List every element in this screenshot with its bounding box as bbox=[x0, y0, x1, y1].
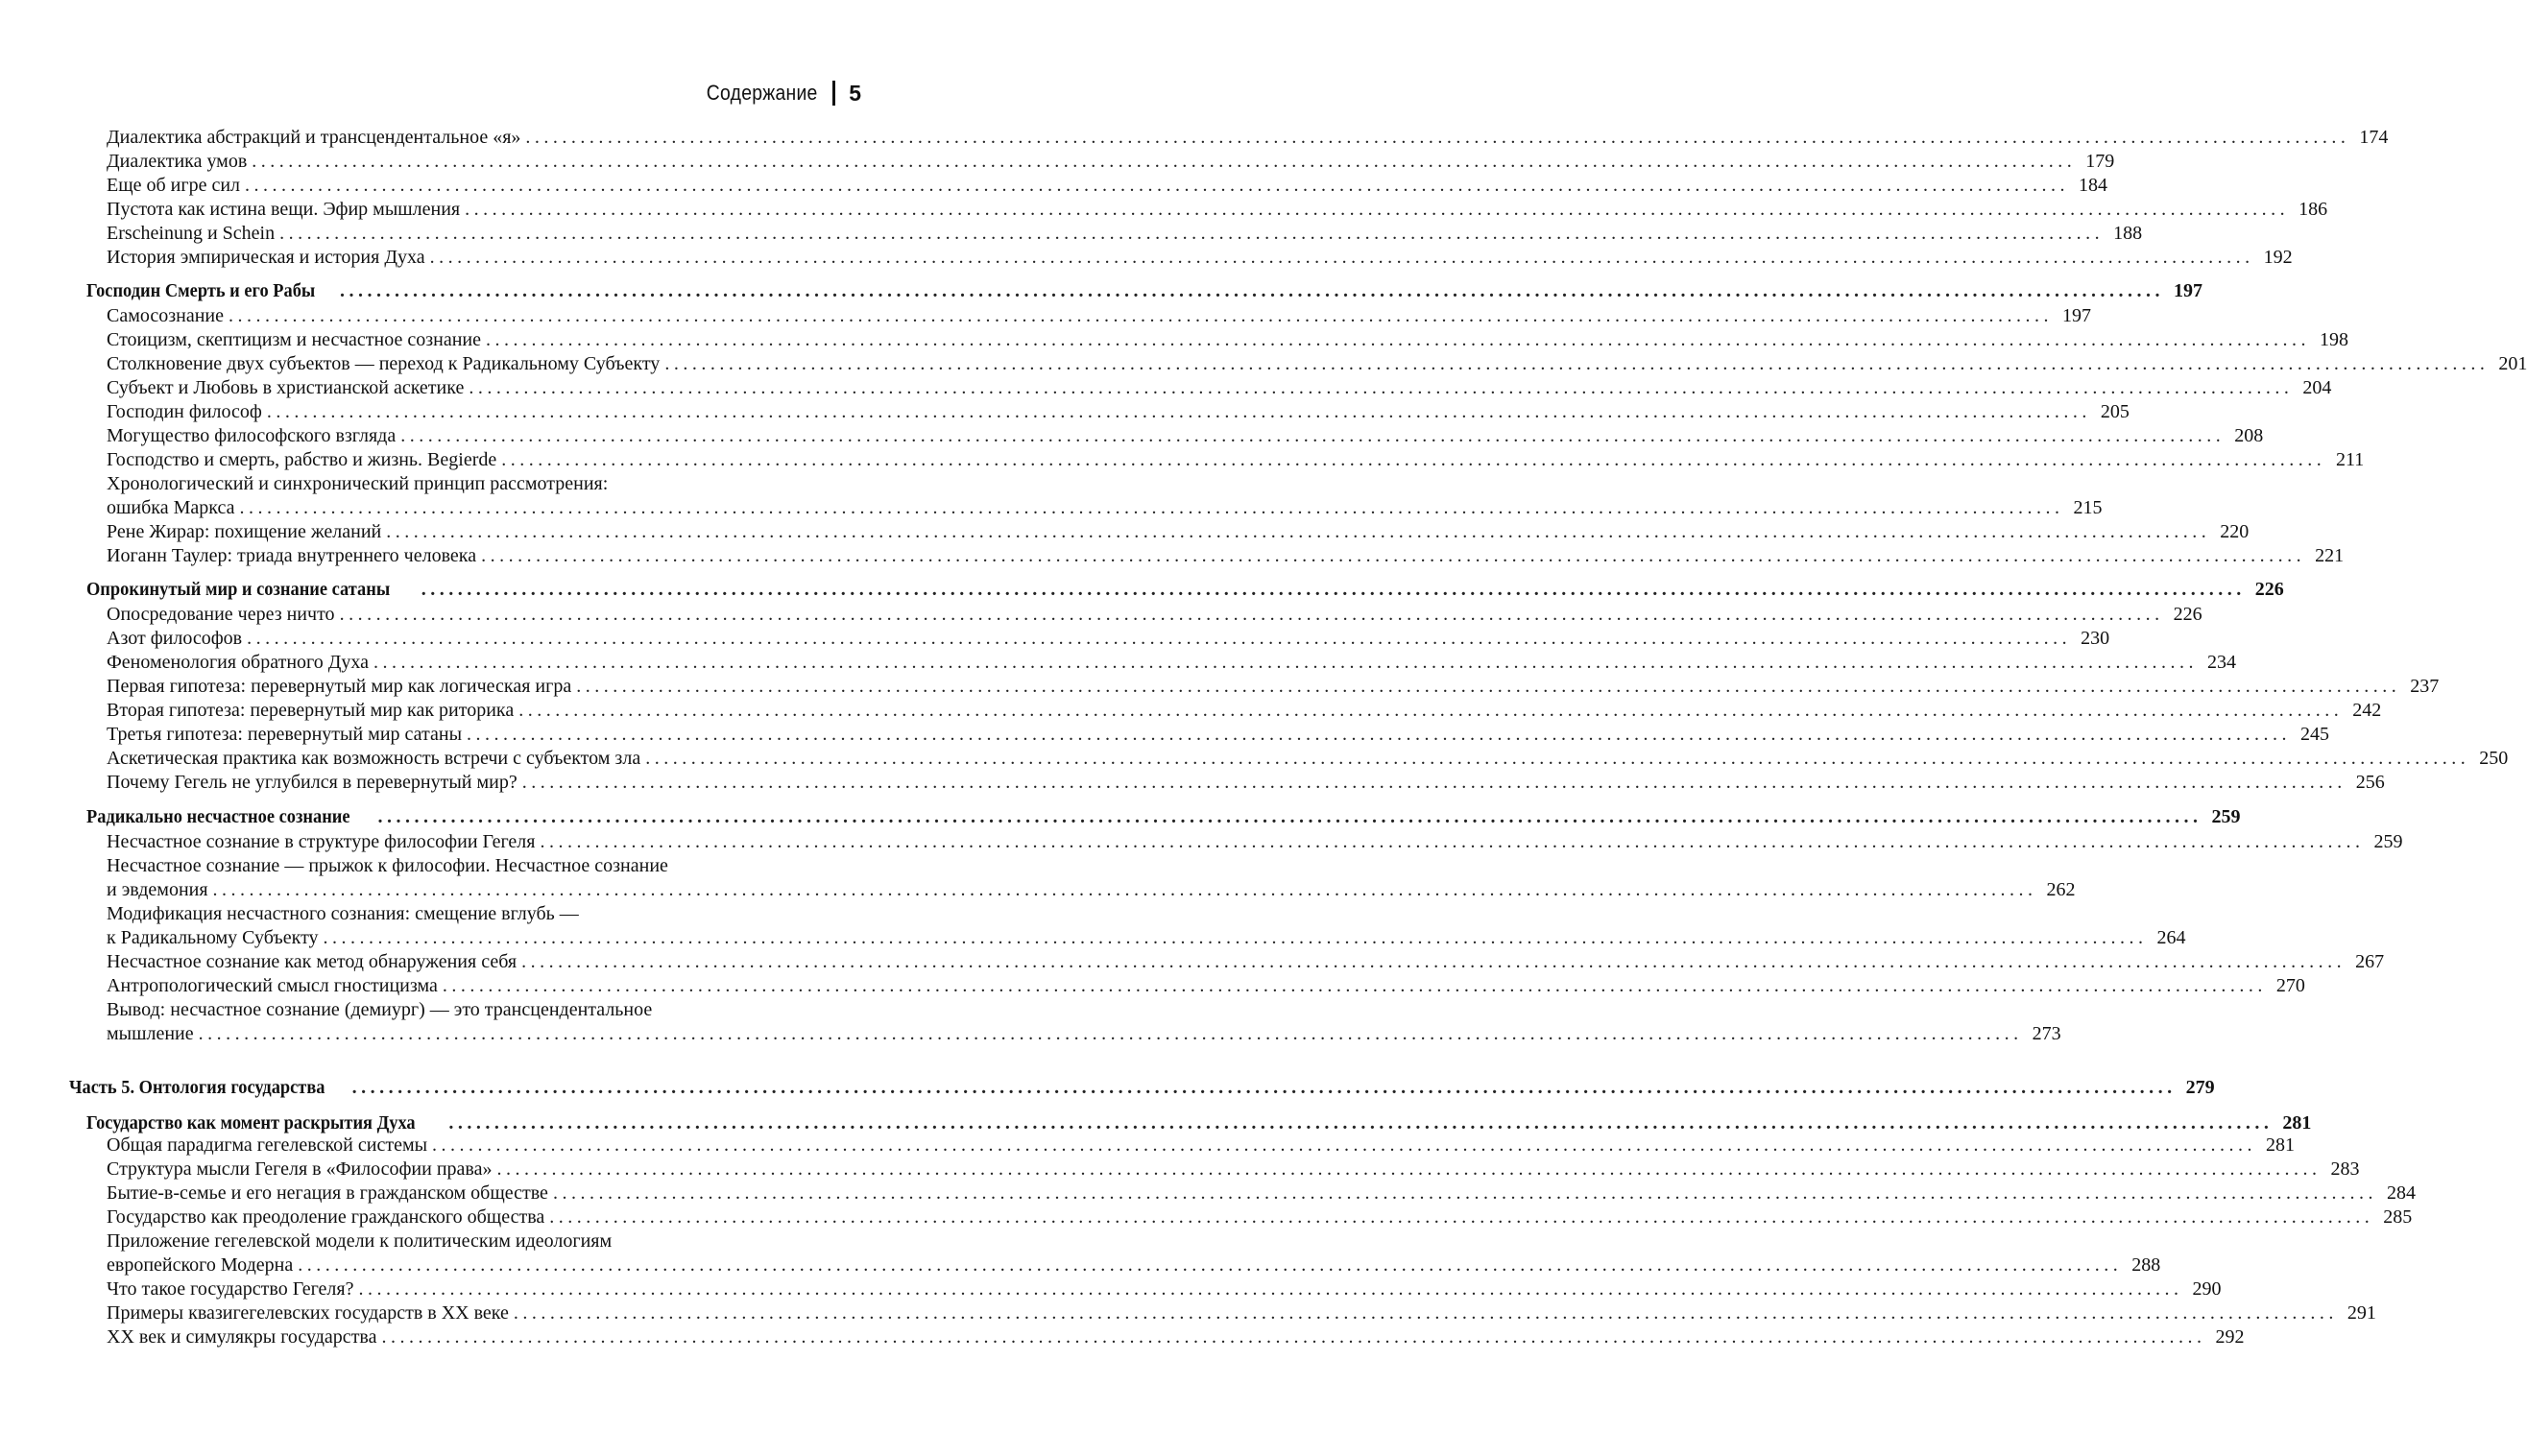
toc-entry-page: 188 bbox=[2113, 223, 2143, 244]
toc-entry-title: Несчастное сознание в структуре философии Гегеля bbox=[107, 831, 536, 852]
toc-entry-title: Азот философов bbox=[107, 628, 243, 649]
toc-entry-page: 281 bbox=[2266, 1134, 2296, 1156]
toc-entry-page: 226 bbox=[2254, 579, 2284, 600]
toc-section-entry[interactable] bbox=[107, 974, 2305, 998]
dot-leader: ........................................................................................................................................................................................................ bbox=[552, 1182, 2377, 1204]
toc-entry-title: Вторая гипотеза: перевернутый мир как риторика bbox=[107, 700, 515, 721]
toc-entry-title: Диалектика абстракций и трансцендентальное «я» bbox=[107, 127, 521, 148]
toc-entry-page: 256 bbox=[2355, 772, 2385, 793]
toc-entry-title: Структура мысли Гегеля в «Философии права» bbox=[107, 1158, 493, 1180]
dot-leader: ........................................................................................................................................................................................................ bbox=[540, 831, 2365, 852]
toc-entry-page: 285 bbox=[2383, 1206, 2413, 1228]
dot-leader: ........................................................................................................................................................................................................ bbox=[429, 247, 2254, 268]
dot-leader: ........................................................................................................................................................................................................ bbox=[381, 1326, 2206, 1348]
toc-entry-page: 273 bbox=[2032, 1023, 2061, 1044]
toc-entry-page: 205 bbox=[2100, 401, 2130, 422]
toc-part-entry[interactable] bbox=[69, 1076, 2215, 1100]
toc-entry-title: Субъект и Любовь в христианской аскетике bbox=[107, 377, 465, 398]
toc-entry-page: 220 bbox=[2220, 521, 2250, 542]
toc-entry-page: 292 bbox=[2215, 1326, 2245, 1348]
toc-chapter-entry[interactable] bbox=[86, 279, 2202, 303]
dot-leader: ........................................................................................................................................................................................................ bbox=[400, 425, 2226, 446]
dot-leader: ........................................................................................................................................................................................................ bbox=[252, 151, 2077, 172]
toc-section-entry[interactable] bbox=[107, 520, 2250, 544]
dot-leader: ........................................................................................................................................................................................................ bbox=[513, 1302, 2338, 1324]
toc-entry-title: Первая гипотеза: перевернутый мир как логическая игра bbox=[107, 676, 572, 697]
toc-entry-title: Часть 5. Онтология государства bbox=[69, 1077, 325, 1098]
toc-section-entry[interactable] bbox=[107, 496, 2103, 520]
toc-entry-title: Стоицизм, скептицизм и несчастное сознание bbox=[107, 329, 482, 350]
toc-entry-title: Господин философ bbox=[107, 401, 262, 422]
toc-entry-title: Опрокинутый мир и сознание сатаны bbox=[86, 579, 391, 600]
toc-chapter-entry[interactable] bbox=[86, 805, 2241, 829]
toc-entry-title: Государство как момент раскрытия Духа bbox=[86, 1112, 416, 1134]
toc-entry-title: Антропологический смысл гностицизма bbox=[107, 975, 438, 996]
toc-section-entry[interactable] bbox=[107, 950, 2385, 974]
toc-chapter-entry[interactable] bbox=[86, 578, 2284, 602]
toc-entry-page: 284 bbox=[2386, 1182, 2416, 1204]
toc-entry-title: к Радикальному Субъекту bbox=[107, 927, 319, 948]
toc-entry-line: Вывод: несчастное сознание (демиург) — это трансцендентальное bbox=[107, 999, 653, 1020]
toc-section-entry[interactable] bbox=[107, 675, 2440, 699]
toc-section-entry[interactable] bbox=[107, 926, 2186, 950]
toc-section-entry[interactable] bbox=[107, 747, 2509, 771]
dot-leader: ........................................................................................................................................................................................................ bbox=[469, 377, 2294, 398]
toc-entry-page: 290 bbox=[2192, 1278, 2222, 1300]
toc-entry-title: История эмпирическая и история Духа bbox=[107, 247, 425, 268]
toc-entry-title: Еще об игре сил bbox=[107, 175, 241, 196]
toc-entry-page: 226 bbox=[2173, 604, 2202, 625]
toc-entry-page: 197 bbox=[2173, 280, 2202, 301]
toc-entry-title: Общая парадигма гегелевской системы bbox=[107, 1134, 428, 1156]
toc-entry-page: 267 bbox=[2355, 951, 2385, 972]
toc-entry-page: 204 bbox=[2302, 377, 2332, 398]
toc-section-entry[interactable] bbox=[107, 352, 2527, 376]
toc-entry-page: 259 bbox=[2373, 831, 2403, 852]
dot-leader: ........................................................................................................................................................................................................ bbox=[323, 927, 2148, 948]
toc-section-entry[interactable] bbox=[107, 328, 2349, 352]
dot-leader: ........................................................................................................................................................................................................ bbox=[467, 724, 2292, 745]
dot-leader: ........................................................................................................................................................................................................ bbox=[465, 199, 2290, 220]
toc-chapter-entry[interactable] bbox=[86, 1111, 2312, 1135]
toc-entry-page: 242 bbox=[2352, 700, 2382, 721]
running-header bbox=[0, 77, 861, 109]
page-number: 5 bbox=[849, 80, 861, 106]
toc-entry-title: и эвдемония bbox=[107, 879, 208, 900]
running-header-title: Содержание bbox=[706, 81, 818, 105]
dot-leader: ........................................................................................................................................................................................................ bbox=[298, 1254, 2123, 1276]
toc-entry-page: 201 bbox=[2498, 353, 2527, 374]
toc-section-entry[interactable] bbox=[107, 304, 2092, 328]
toc-section-entry[interactable] bbox=[107, 651, 2236, 675]
toc-entry-page: 184 bbox=[2079, 175, 2108, 196]
toc-entry-title: Почему Гегель не углубился в перевернутый мир? bbox=[107, 772, 517, 793]
dot-leader: ........................................................................................................................................................................................................ bbox=[525, 127, 2350, 148]
dot-leader: ........................................................................................................................................................................................................ bbox=[373, 652, 2198, 673]
toc-entry-line: Хронологический и синхронический принцип рассмотрения: bbox=[107, 473, 609, 494]
toc-entry-page: 259 bbox=[2211, 806, 2241, 827]
toc-section-entry[interactable] bbox=[107, 174, 2108, 198]
toc-entry-title: Пустота как истина вещи. Эфир мышления bbox=[107, 199, 461, 220]
toc-section-entry[interactable] bbox=[107, 1205, 2413, 1229]
toc-entry-page: 270 bbox=[2275, 975, 2305, 996]
toc-entry-title: Аскетическая практика как возможность встречи с субъектом зла bbox=[107, 748, 641, 769]
toc-entry-title: Господство и смерть, рабство и жизнь. Begierde bbox=[107, 449, 497, 470]
toc-section-entry[interactable] bbox=[107, 627, 2110, 651]
toc-section-entry[interactable] bbox=[107, 150, 2115, 174]
dot-leader: ........................................................................................................................................................................................................ bbox=[448, 1112, 2274, 1134]
toc-entry-page: 262 bbox=[2046, 879, 2076, 900]
toc-entry-title: Примеры квазигегелевских государств в XX веке bbox=[107, 1302, 509, 1324]
toc-section-entry[interactable] bbox=[107, 1134, 2296, 1158]
toc-entry-title: Диалектика умов bbox=[107, 151, 248, 172]
toc-section-entry[interactable] bbox=[107, 603, 2202, 627]
toc-section-entry[interactable] bbox=[107, 878, 2076, 902]
toc-entry-page: 186 bbox=[2298, 199, 2328, 220]
toc-entry-title: Радикально несчастное сознание bbox=[86, 806, 350, 827]
toc-entry-title: XX век и симулякры государства bbox=[107, 1326, 377, 1348]
toc-entry-page: 211 bbox=[2335, 449, 2365, 470]
toc-section-entry[interactable] bbox=[107, 723, 2330, 747]
toc-entry-title: Рене Жирар: похищение желаний bbox=[107, 521, 382, 542]
dot-leader: ........................................................................................................................................................................................................ bbox=[664, 353, 2490, 374]
dot-leader: ........................................................................................................................................................................................................ bbox=[239, 497, 2064, 518]
dot-leader: ........................................................................................................................................................................................................ bbox=[212, 879, 2037, 900]
dot-leader: ........................................................................................................................................................................................................ bbox=[339, 280, 2164, 301]
toc-entry-page: 288 bbox=[2131, 1254, 2161, 1276]
toc-entry-page: 237 bbox=[2410, 676, 2440, 697]
toc-section-entry[interactable] bbox=[107, 1325, 2245, 1349]
toc-entry-title: Могущество философского взгляда bbox=[107, 425, 397, 446]
toc-entry-title: Что такое государство Гегеля? bbox=[107, 1278, 354, 1300]
dot-leader: ........................................................................................................................................................................................................ bbox=[501, 449, 2326, 470]
toc-entry-page: 174 bbox=[2359, 127, 2389, 148]
toc-entry-page: 221 bbox=[2315, 545, 2345, 566]
dot-leader: ........................................................................................................................................................................................................ bbox=[521, 951, 2346, 972]
toc-section-entry[interactable] bbox=[107, 771, 2385, 795]
toc-entry-page: 197 bbox=[2062, 305, 2092, 326]
dot-leader: ........................................................................................................................................................................................................ bbox=[245, 175, 2070, 196]
toc-entry-title: Erscheinung и Schein bbox=[107, 223, 276, 244]
toc-entry-title: Феноменология обратного Духа bbox=[107, 652, 369, 673]
toc-entry-title: Бытие-в-семье и его негация в гражданском обществе bbox=[107, 1182, 548, 1204]
dot-leader: ........................................................................................................................................................................................................ bbox=[421, 579, 2246, 600]
toc-entry-title: Столкновение двух субъектов — переход к Радикальному Субъекту bbox=[107, 353, 661, 374]
dot-leader: ........................................................................................................................................................................................................ bbox=[198, 1023, 2023, 1044]
toc-entry-page: 179 bbox=[2085, 151, 2115, 172]
toc-section-entry[interactable] bbox=[107, 376, 2332, 400]
toc-entry-page: 230 bbox=[2081, 628, 2110, 649]
toc-entry-page: 279 bbox=[2185, 1077, 2215, 1098]
toc-section-entry[interactable] bbox=[107, 544, 2345, 568]
toc-section-entry[interactable] bbox=[107, 1158, 2360, 1182]
dot-leader: ........................................................................................................................................................................................................ bbox=[279, 223, 2105, 244]
dot-leader: ........................................................................................................................................................................................................ bbox=[442, 975, 2267, 996]
toc-section-entry[interactable] bbox=[107, 400, 2130, 424]
toc-entry-title: Господин Смерть и его Рабы bbox=[86, 280, 316, 301]
toc-entry-title: европейского Модерна bbox=[107, 1254, 294, 1276]
toc-entry-title: Самосознание bbox=[107, 305, 225, 326]
dot-leader: ........................................................................................................................................................................................................ bbox=[358, 1278, 2183, 1300]
toc-section-entry[interactable] bbox=[107, 1182, 2416, 1205]
toc-entry-page: 245 bbox=[2300, 724, 2330, 745]
toc-entry-page: 281 bbox=[2282, 1112, 2312, 1134]
toc-section-entry[interactable] bbox=[107, 424, 2264, 448]
toc-entry-line: Несчастное сознание — прыжок к философии. Несчастное сознание bbox=[107, 855, 668, 876]
dot-leader: ........................................................................................................................................................................................................ bbox=[386, 521, 2211, 542]
dot-leader: ........................................................................................................................................................................................................ bbox=[486, 329, 2311, 350]
toc-entry-title: ошибка Маркса bbox=[107, 497, 235, 518]
dot-leader: ........................................................................................................................................................................................................ bbox=[339, 604, 2164, 625]
toc-entry-title: Государство как преодоление гражданского общества bbox=[107, 1206, 545, 1228]
toc-entry-page: 291 bbox=[2346, 1302, 2376, 1324]
toc-section-entry[interactable] bbox=[107, 1301, 2376, 1325]
toc-section-entry[interactable] bbox=[107, 198, 2328, 222]
toc-section-entry[interactable] bbox=[107, 699, 2382, 723]
toc-entry-page: 192 bbox=[2263, 247, 2293, 268]
toc-entry-page: 283 bbox=[2330, 1158, 2360, 1180]
toc-entry-page: 250 bbox=[2479, 748, 2509, 769]
toc-entry-title: Иоганн Таулер: триада внутреннего человека bbox=[107, 545, 477, 566]
dot-leader: ........................................................................................................................................................................................................ bbox=[576, 676, 2401, 697]
toc-entry-page: 234 bbox=[2207, 652, 2236, 673]
toc-section-entry[interactable] bbox=[107, 830, 2403, 854]
toc-entry-title: Опосредование через ничто bbox=[107, 604, 335, 625]
header-separator bbox=[832, 81, 835, 106]
dot-leader: ........................................................................................................................................................................................................ bbox=[229, 305, 2054, 326]
toc-section-entry[interactable] bbox=[107, 222, 2143, 246]
dot-leader: ........................................................................................................................................................................................................ bbox=[549, 1206, 2374, 1228]
dot-leader: ........................................................................................................................................................................................................ bbox=[247, 628, 2072, 649]
toc-entry-page: 208 bbox=[2234, 425, 2264, 446]
dot-leader: ........................................................................................................................................................................................................ bbox=[351, 1077, 2177, 1098]
toc-entry-title: Несчастное сознание как метод обнаружения себя bbox=[107, 951, 517, 972]
toc-entry-line: Приложение гегелевской модели к политическим идеологиям bbox=[107, 1230, 613, 1252]
toc-section-entry[interactable] bbox=[107, 1277, 2222, 1301]
dot-leader: ........................................................................................................................................................................................................ bbox=[481, 545, 2306, 566]
dot-leader: ........................................................................................................................................................................................................ bbox=[432, 1134, 2257, 1156]
dot-leader: ........................................................................................................................................................................................................ bbox=[645, 748, 2470, 769]
toc-section-entry[interactable] bbox=[107, 1253, 2161, 1277]
toc-entry-title: мышление bbox=[107, 1023, 194, 1044]
toc-entry-line: Модификация несчастного сознания: смещение вглубь — bbox=[107, 903, 579, 924]
toc-section-entry[interactable] bbox=[107, 246, 2293, 270]
dot-leader: ........................................................................................................................................................................................................ bbox=[377, 806, 2202, 827]
toc-section-entry[interactable] bbox=[107, 1022, 2061, 1046]
toc-section-entry[interactable] bbox=[107, 448, 2365, 472]
toc-entry-page: 215 bbox=[2073, 497, 2103, 518]
toc-entry-page: 198 bbox=[2320, 329, 2349, 350]
dot-leader: ........................................................................................................................................................................................................ bbox=[518, 700, 2344, 721]
dot-leader: ........................................................................................................................................................................................................ bbox=[266, 401, 2091, 422]
toc-entry-page: 264 bbox=[2156, 927, 2186, 948]
dot-leader: ........................................................................................................................................................................................................ bbox=[496, 1158, 2322, 1180]
toc-section-entry[interactable] bbox=[107, 126, 2389, 150]
toc-entry-title: Третья гипотеза: перевернутый мир сатаны bbox=[107, 724, 463, 745]
dot-leader: ........................................................................................................................................................................................................ bbox=[521, 772, 2346, 793]
